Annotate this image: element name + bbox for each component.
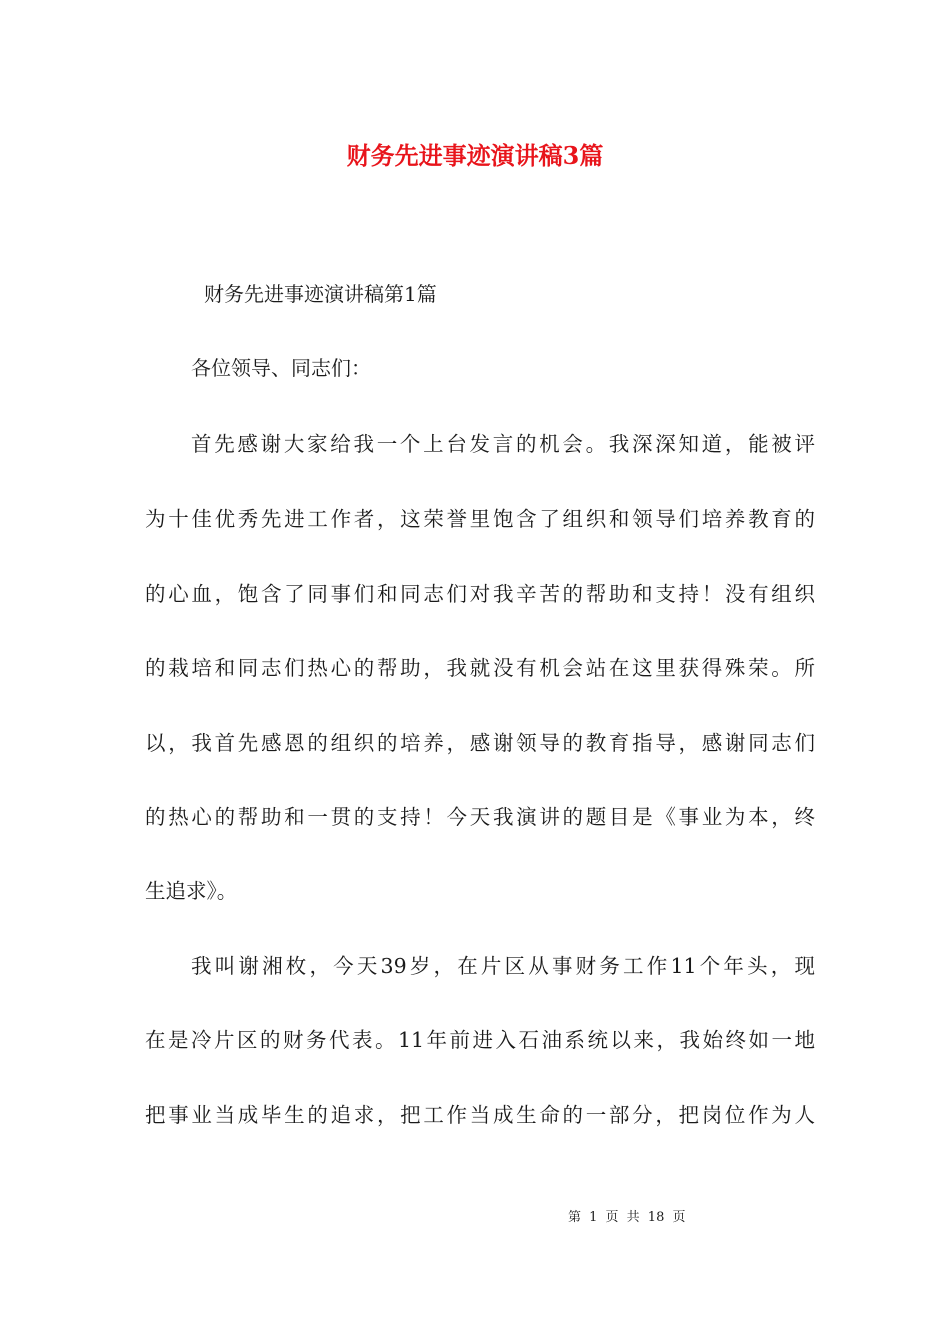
paragraph-2-line-3: 把事业当成毕生的追求，把工作当成生命的一部分，把岗位作为人 <box>145 1103 815 1127</box>
paragraph-2-line-1: 我叫谢湘枚，今天39岁，在片区从事财务工作11个年头，现 <box>191 954 815 978</box>
paragraph-1-line-5: 以，我首先感恩的组织的培养，感谢领导的教育指导，感谢同志们 <box>145 731 815 755</box>
paragraph-1-line-7: 生追求》。 <box>145 879 238 903</box>
paragraph-1-line-4: 的栽培和同志们热心的帮助，我就没有机会站在这里获得殊荣。所 <box>145 656 815 680</box>
paragraph-1-line-2: 为十佳优秀先进工作者，这荣誉里饱含了组织和领导们培养教育的 <box>145 507 815 531</box>
paragraph-1-line-6: 的热心的帮助和一贯的支持！今天我演讲的题目是《事业为本，终 <box>145 805 815 829</box>
paragraph-1-line-1: 首先感谢大家给我一个上台发言的机会。我深深知道，能被评 <box>191 432 815 456</box>
section-heading: 财务先进事迹演讲稿第1篇 <box>204 282 437 306</box>
paragraph-2-line-2: 在是冷片区的财务代表。11年前进入石油系统以来，我始终如一地 <box>145 1028 815 1052</box>
page-number-footer: 第 1 页 共 18 页 <box>568 1210 686 1225</box>
paragraph-1-line-3: 的心血，饱含了同事们和同志们对我辛苦的帮助和支持！没有组织 <box>145 582 815 606</box>
greeting: 各位领导、同志们： <box>191 356 371 380</box>
document-title: 财务先进事迹演讲稿3篇 <box>346 141 604 170</box>
